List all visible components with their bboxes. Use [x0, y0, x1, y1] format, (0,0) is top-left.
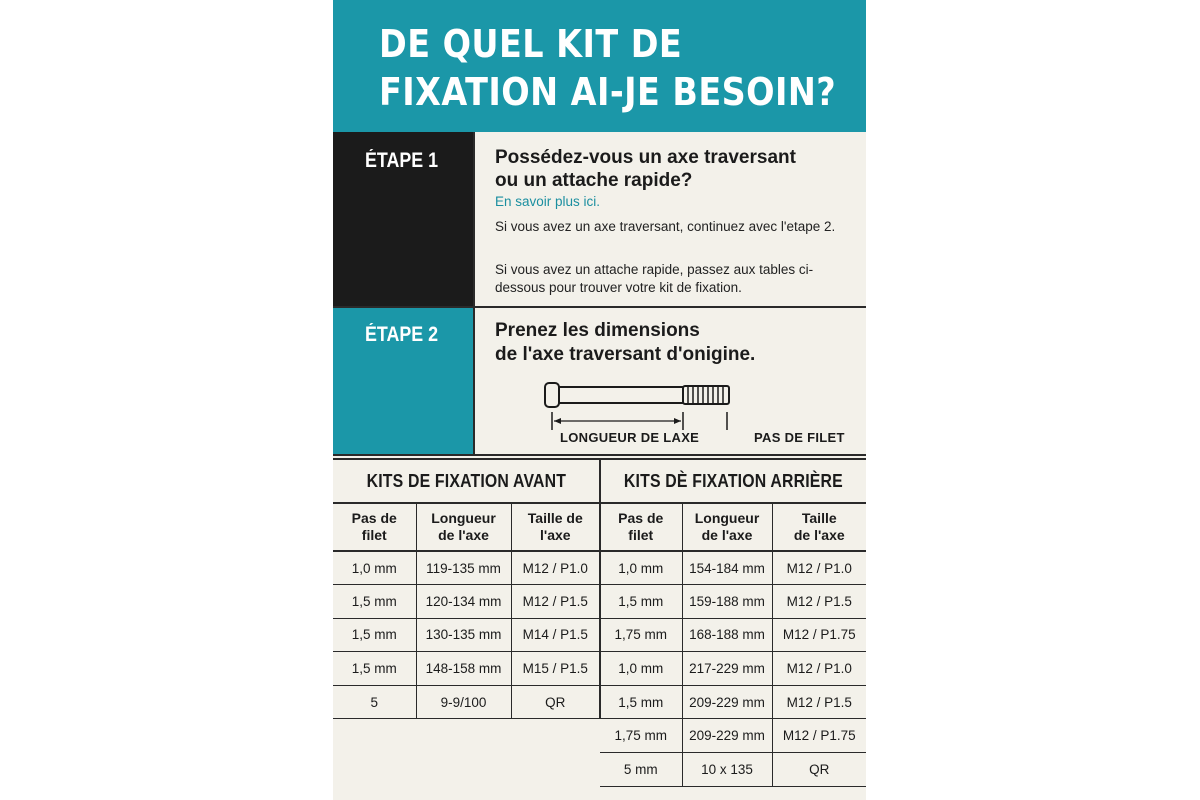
length-cell: 130-135 mm	[416, 618, 511, 652]
thru-axle-diagram-icon	[541, 378, 761, 434]
size-cell: M12 / P1.5	[772, 585, 866, 619]
rear-kits-table	[600, 458, 866, 787]
step-2-label-cell	[333, 308, 473, 454]
pitch-cell: 1,5 mm	[333, 585, 416, 619]
page-title-line-1: DE QUEL KIT DE	[379, 22, 683, 66]
step-2-section	[333, 308, 866, 456]
size-cell: M12 / P1.5	[511, 585, 600, 619]
size-cell: QR	[772, 753, 866, 787]
pitch-cell: 1,5 mm	[600, 685, 682, 719]
front-table-title: KITS DE FIXATION AVANT	[333, 459, 600, 503]
mounting-kit-poster	[333, 0, 866, 800]
pitch-cell: 1,75 mm	[600, 719, 682, 753]
step-1-question	[495, 146, 855, 192]
pitch-cell: 1,0 mm	[600, 551, 682, 585]
pitch-cell: 1,5 mm	[333, 618, 416, 652]
step-1-quick-release-instruction: Si vous avez un attache rapide, passez aux tables ci-dessous pour trouver votre kit de fixation.	[495, 262, 814, 295]
size-cell: M14 / P1.5	[511, 618, 600, 652]
length-cell: 120-134 mm	[416, 585, 511, 619]
table-row	[333, 652, 600, 686]
pitch-cell: 1,0 mm	[333, 551, 416, 585]
step-2-title	[495, 319, 855, 367]
step-1-body	[473, 132, 866, 306]
step-1-section	[333, 132, 866, 308]
table-row	[600, 618, 866, 652]
length-cell: 217-229 mm	[682, 652, 772, 686]
step-2-body	[473, 308, 866, 454]
pitch-cell: 5	[333, 685, 416, 719]
size-cell: M12 / P1.0	[772, 551, 866, 585]
pitch-cell: 1,0 mm	[600, 652, 682, 686]
step-2-title-line-1: Prenez les dimensions	[495, 320, 700, 341]
length-cell: 119-135 mm	[416, 551, 511, 585]
length-cell: 209-229 mm	[682, 685, 772, 719]
axle-length-label: LONGUEUR DE LAXE	[560, 430, 700, 445]
thread-pitch-label: PAS DE FILET	[754, 430, 845, 445]
table-row	[333, 551, 600, 585]
column-header: Longueur de l'axe	[682, 503, 772, 551]
size-cell: M12 / P1.0	[772, 652, 866, 686]
header-banner	[333, 0, 866, 132]
table-row	[333, 585, 600, 619]
column-header: Taille de l'axe	[772, 503, 866, 551]
column-header: Pas de filet	[333, 503, 416, 551]
front-kits-table	[333, 458, 601, 719]
table-row	[600, 585, 866, 619]
length-cell: 159-188 mm	[682, 585, 772, 619]
table-row	[333, 685, 600, 719]
step-2-title-line-2: de l'axe traversant d'onigine.	[495, 344, 756, 365]
table-row	[600, 719, 866, 753]
table-row	[600, 551, 866, 585]
length-cell: 209-229 mm	[682, 719, 772, 753]
column-header: Taille de l'axe	[511, 503, 600, 551]
length-cell: 10 x 135	[682, 753, 772, 787]
step-1-question-line-2: ou un attache rapide?	[495, 170, 693, 191]
size-cell: QR	[511, 685, 600, 719]
table-row	[600, 753, 866, 787]
step-1-question-line-1: Possédez-vous un axe traversant	[495, 147, 796, 168]
table-row	[333, 618, 600, 652]
pitch-cell: 1,75 mm	[600, 618, 682, 652]
pitch-cell: 1,5 mm	[600, 585, 682, 619]
page-title-line-2: FIXATION AI-JE BESOIN?	[379, 70, 837, 114]
length-cell: 154-184 mm	[682, 551, 772, 585]
learn-more-link[interactable]: En savoir plus ici.	[495, 194, 601, 209]
size-cell: M12 / P1.75	[772, 719, 866, 753]
step-1-label: ÉTAPE 1	[365, 149, 439, 172]
column-header: Longueur de l'axe	[416, 503, 511, 551]
kit-tables	[333, 458, 866, 800]
length-cell: 9-9/100	[416, 685, 511, 719]
step-1-thru-axle-instruction: Si vous avez un axe traversant, continuez avec l'etape 2.	[495, 219, 836, 234]
rear-table-title: KITS DÈ FIXATION ARRIÈRE	[600, 459, 866, 503]
table-row	[600, 652, 866, 686]
size-cell: M12 / P1.0	[511, 551, 600, 585]
page-title	[379, 20, 837, 116]
size-cell: M12 / P1.75	[772, 618, 866, 652]
table-row	[600, 685, 866, 719]
size-cell: M12 / P1.5	[772, 685, 866, 719]
length-cell: 168-188 mm	[682, 618, 772, 652]
size-cell: M15 / P1.5	[511, 652, 600, 686]
step-1-label-cell	[333, 132, 473, 306]
pitch-cell: 5 mm	[600, 753, 682, 787]
column-header: Pas de filet	[600, 503, 682, 551]
pitch-cell: 1,5 mm	[333, 652, 416, 686]
step-2-label: ÉTAPE 2	[365, 323, 439, 346]
length-cell: 148-158 mm	[416, 652, 511, 686]
